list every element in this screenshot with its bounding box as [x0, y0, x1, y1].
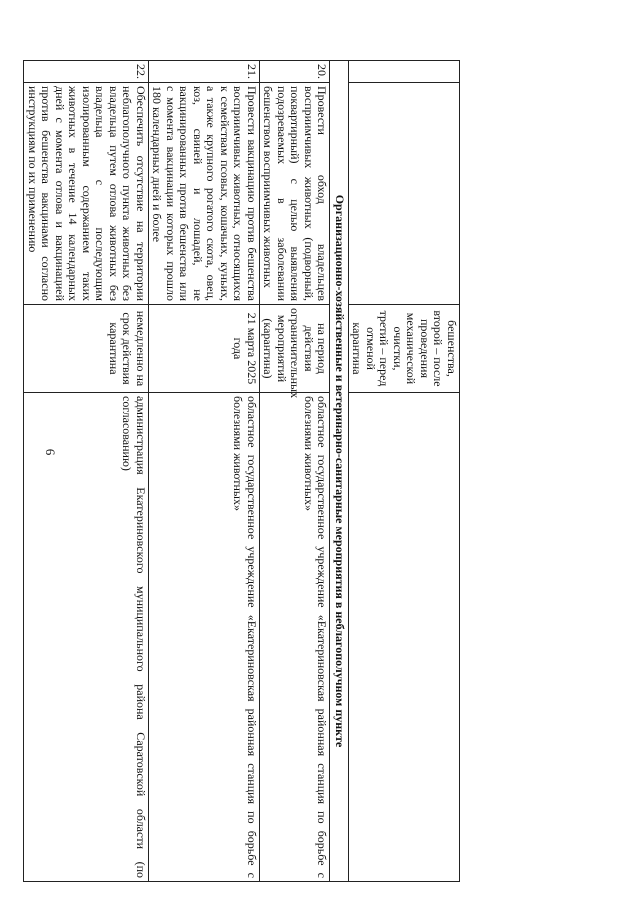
row-number: 21.: [149, 61, 260, 83]
table-row: [260, 61, 331, 882]
row-timing: на период действия ограничительных мероприятий (карантина): [260, 305, 331, 393]
table-cell-timing: бешенства, второй – после проведения механической очистки, третий – перед отменой карантина: [349, 305, 460, 393]
table-row: [149, 61, 260, 882]
rotated-table-frame: [26, 60, 460, 881]
row-action: Провести вакцинацию против бешенства восприимчивых животных, относящихся к семействам псовых, кошачьих, куньих, а также крупного рогатого скота, овец, коз, свиней и лошадей, не вакцинированных против бешенства или с момента вакцинации которых прошло 180 календарных дней и более: [149, 83, 260, 305]
measures-table: [24, 60, 461, 882]
table-row: [24, 61, 149, 882]
table-cell-action: [349, 83, 460, 305]
rotated-table-container: [26, 60, 460, 881]
row-responsible: администрация Екатериновского муниципального района Саратовской области (по согласованию): [24, 393, 149, 882]
page-number: 6: [43, 448, 58, 456]
row-number: 20.: [260, 61, 331, 83]
row-action: Обеспечить отсутствие на территории неблагополучного пункта животных без владельца путем отлова животных без владельца с последующим изолированным содержанием таких животных в течение 14 календарных дней с момента отлова и вакцинацией против бешенства вакцинами согласно инструкциям по их применению: [24, 83, 149, 305]
section-header-row: [330, 61, 349, 882]
table-row-continuation: [349, 61, 460, 882]
section-title: Организационно-хозяйственные и ветеринарно-санитарные мероприятия в неблагополучном пункте: [330, 61, 349, 882]
table-cell-num: [349, 61, 460, 83]
row-action: Провести обход владельцев восприимчивых животных (подворный, поквартирный) с целью выявления подозреваемых в заболевании бешенством восприимчивых животных: [260, 83, 331, 305]
row-timing: 21 марта 2025 года: [149, 305, 260, 393]
row-number: 22.: [24, 61, 149, 83]
row-responsible: областное государственное учреждение «Екатериновская районная станция по борьбе с болезнями животных»: [149, 393, 260, 882]
table-cell-responsible: [349, 393, 460, 882]
row-responsible: областное государственное учреждение «Екатериновская районная станция по борьбе с болезнями животных»: [260, 393, 331, 882]
row-timing: немедленно на срок действия карантина: [24, 305, 149, 393]
